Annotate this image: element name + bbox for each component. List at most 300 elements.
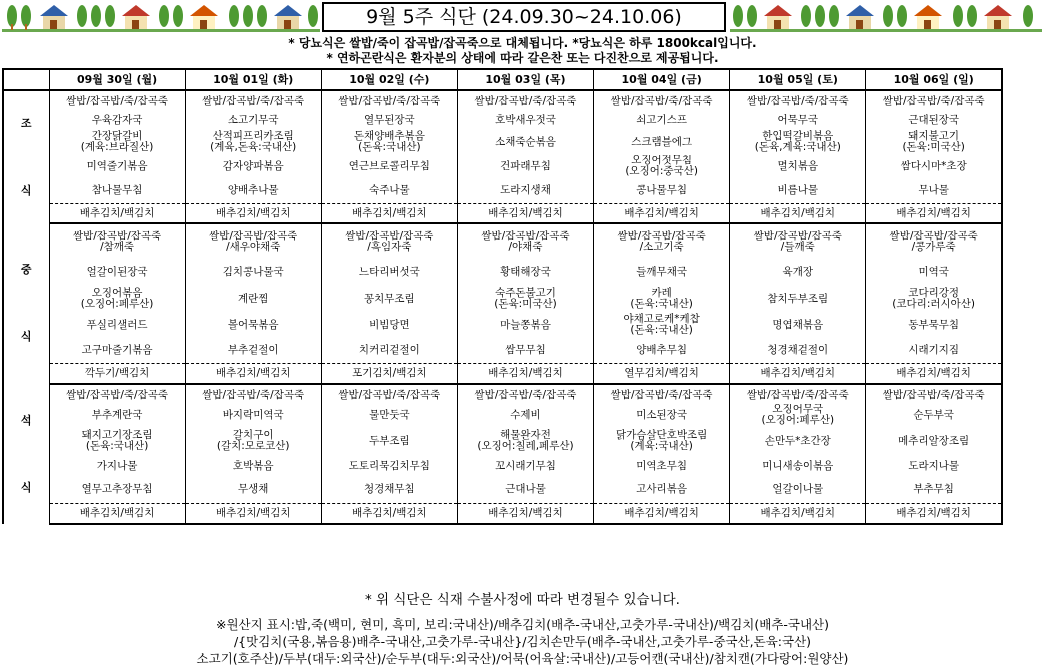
meal-label-top: 조 [20, 116, 32, 130]
menu-item [866, 110, 1002, 129]
menu-item-text: 비빔당면 [369, 319, 410, 331]
menu-item-text: 청경채무침 [363, 483, 415, 496]
menu-item-text: 배추김치/백김치 [215, 367, 291, 380]
day-header: 10월 03일 (목) [457, 69, 593, 90]
menu-item-text: 쇠고기스프 [636, 113, 687, 126]
menu-item [185, 384, 321, 404]
menu-item [185, 476, 321, 503]
origin-line-1: ※원산지 표시:밥,죽(백미, 현미, 흑미, 보리:국내산)/배추김치(배추-국내산,고춧가루-국내산)/백김치(배추-국내산) [215, 617, 830, 632]
menu-item [49, 455, 185, 476]
menu-item-text: 손만두*초간장 [764, 434, 831, 447]
menu-item [457, 259, 593, 284]
menu-item-text: 소채죽순볶음 [495, 136, 556, 148]
menu-item-text: 미역줄기볶음 [86, 160, 148, 172]
lunch-row [3, 284, 1002, 313]
menu-item-text: 참치두부조림 [767, 292, 829, 305]
menu-item [49, 223, 185, 259]
lunch-label [3, 223, 49, 384]
menu-item-text: 계란찜 [237, 292, 269, 305]
menu-item [185, 284, 321, 313]
menu-item-text: 미소된장국 [636, 409, 687, 421]
menu-item [866, 313, 1002, 337]
menu-item-text: 배추김치/백김치 [760, 507, 836, 520]
menu-item [185, 363, 321, 384]
menu-item-text: 쌈다시마*초장 [900, 160, 967, 172]
menu-item [49, 129, 185, 155]
menu-item [457, 313, 593, 337]
menu-item [866, 384, 1002, 404]
menu-item [321, 223, 457, 259]
menu-item-text: 간장닭갈비 (계육:브라질산) [80, 130, 154, 153]
breakfast-row [3, 110, 1002, 129]
menu-item-text: 부추겉절이 [227, 343, 279, 356]
menu-item [594, 337, 730, 363]
menu-item-text: 부추계란국 [91, 409, 143, 421]
lunch-row [3, 313, 1002, 337]
menu-item-text: 해물완자전 (오징어:칠레,페루산) [477, 428, 574, 452]
menu-item-text: 야채고로케*케찹 (돈육:국내산) [623, 313, 700, 336]
menu-item [185, 426, 321, 455]
menu-item [866, 259, 1002, 284]
menu-item-text: 쌀밥/잡곡밥/죽/잡곡죽 [202, 388, 305, 401]
menu-item-text: 오징어무국 (오징어:페루산) [761, 404, 835, 426]
menu-item-text: 돼지고기장조림 (돈육:국내산) [81, 428, 153, 452]
menu-item-text: 배추김치/백김치 [215, 507, 291, 520]
village-trees-houses-icon [2, 2, 320, 32]
menu-item-text: 부추무침 [913, 483, 954, 496]
menu-item-text: 미역국 [918, 265, 949, 278]
menu-item [321, 203, 457, 223]
menu-item-text: 근대된장국 [908, 113, 960, 126]
menu-item-text: 쌀밥/잡곡밥/잡곡죽 /야채죽 [481, 229, 570, 253]
weekly-menu-table [2, 68, 1003, 525]
page-title: 9월 5주 식단 (24.09.30~24.10.06) [322, 2, 726, 32]
menu-item-text: 쌀밥/잡곡밥/죽/잡곡죽 [338, 388, 441, 401]
breakfast-row [3, 203, 1002, 223]
menu-item-text: 쌀밥/잡곡밥/잡곡죽 /들깨죽 [753, 229, 842, 253]
menu-item [730, 129, 866, 155]
menu-item-text: 깍두기/백김치 [84, 367, 150, 380]
lunch-row [3, 223, 1002, 259]
menu-item-text: 고사리볶음 [636, 483, 687, 496]
menu-item [457, 223, 593, 259]
meal-label-bottom: 식 [20, 330, 32, 343]
menu-item [49, 384, 185, 404]
menu-item [49, 363, 185, 384]
menu-item-text: 쌀밥/잡곡밥/잡곡죽 /소고기죽 [617, 229, 706, 253]
menu-item-text: 수제비 [510, 409, 541, 421]
menu-item [594, 476, 730, 503]
menu-item [321, 455, 457, 476]
day-header: 10월 05일 (토) [730, 69, 866, 90]
menu-item-text: 순두부국 [913, 409, 954, 421]
menu-item [730, 384, 866, 404]
menu-item-text: 쌀밥/잡곡밥/죽/잡곡죽 [610, 388, 713, 401]
menu-item-text: 도토리묵김치무침 [348, 459, 430, 472]
menu-item-text: 양배추나물 [227, 183, 279, 196]
menu-item-text: 쌀밥/잡곡밥/죽/잡곡죽 [746, 94, 849, 107]
menu-item-text: 콩나물무침 [636, 183, 687, 196]
menu-item [730, 313, 866, 337]
menu-item-text: 산적피프리카조림 (계육,돈육:국내산) [210, 130, 297, 153]
menu-item [594, 455, 730, 476]
menu-item-text: 얼갈이된장국 [86, 265, 148, 278]
menu-item [594, 259, 730, 284]
menu-item [457, 363, 593, 384]
menu-item [321, 503, 457, 524]
lunch-row [3, 363, 1002, 384]
menu-item [185, 455, 321, 476]
menu-item-text: 치커리겉절이 [358, 343, 420, 356]
menu-item-text: 연근브로콜리무침 [348, 160, 430, 172]
menu-item [457, 155, 593, 177]
village-illustration-left [2, 2, 320, 32]
menu-item [730, 503, 866, 524]
menu-item [866, 404, 1002, 426]
menu-item-text: 김치콩나물국 [222, 265, 284, 278]
menu-item-text: 쌀밥/잡곡밥/잡곡죽 /새우야채죽 [209, 229, 298, 253]
dinner-label [3, 384, 49, 524]
menu-item-text: 호박볶음 [232, 459, 274, 472]
menu-item [730, 223, 866, 259]
menu-item [594, 384, 730, 404]
village-illustration-right [730, 2, 1042, 32]
menu-item-text: 배추김치/백김치 [488, 507, 563, 520]
menu-item-text: 열무김치/백김치 [624, 367, 699, 380]
menu-item [321, 155, 457, 177]
menu-item [730, 90, 866, 110]
menu-item [185, 503, 321, 524]
menu-item [730, 426, 866, 455]
menu-item-text: 비름나물 [777, 183, 819, 196]
menu-item-text: 포기김치/백김치 [352, 367, 427, 380]
menu-item-text: 동부묵무침 [908, 319, 960, 331]
menu-item-text: 무생채 [237, 483, 269, 496]
menu-item [321, 337, 457, 363]
day-header: 10월 04일 (금) [594, 69, 730, 90]
menu-item [594, 129, 730, 155]
menu-item-text: 건파래무침 [500, 160, 551, 172]
menu-item [866, 177, 1002, 203]
dinner-row [3, 503, 1002, 524]
diet-note-dysphagia: * 연하곤란식은 환자분의 상태에 따라 갈은찬 또는 다진찬으로 제공됩니다. [326, 51, 719, 65]
menu-item-text: 카레 (돈육:국내산) [630, 286, 693, 310]
menu-item [730, 337, 866, 363]
menu-item [49, 476, 185, 503]
menu-item-text: 쌀밥/잡곡밥/죽/잡곡죽 [882, 388, 985, 401]
menu-item-text: 쌀밥/잡곡밥/죽/잡곡죽 [66, 94, 169, 107]
menu-item [321, 313, 457, 337]
menu-item-text: 쌀밥/잡곡밥/잡곡죽 /콩가루죽 [889, 229, 978, 253]
menu-item [594, 177, 730, 203]
menu-item-text: 들깨무채국 [636, 265, 687, 278]
menu-item-text: 쌀밥/잡곡밥/죽/잡곡죽 [882, 94, 985, 107]
menu-item [321, 426, 457, 455]
menu-item-text: 꽁치무조림 [363, 292, 415, 305]
menu-item-text: 배추김치/백김치 [896, 367, 971, 380]
lunch-row [3, 259, 1002, 284]
menu-item [457, 284, 593, 313]
menu-item-text: 청경채겉절이 [767, 343, 829, 356]
menu-item [730, 284, 866, 313]
menu-item-text: 두부조림 [369, 434, 410, 447]
menu-item-text: 닭가슴살단호박조림 (계육:국내산) [615, 428, 708, 452]
menu-item [49, 284, 185, 313]
menu-item [49, 177, 185, 203]
menu-item [457, 90, 593, 110]
menu-item-text: 배추김치/백김치 [760, 206, 836, 219]
menu-item-text: 쌀밥/잡곡밥/죽/잡곡죽 [610, 94, 713, 107]
menu-item-text: 양배추무침 [636, 343, 687, 356]
menu-item-text: 우육감자국 [91, 113, 143, 126]
menu-item [866, 455, 1002, 476]
menu-item [594, 110, 730, 129]
menu-item [457, 337, 593, 363]
menu-item [49, 337, 185, 363]
menu-item [185, 259, 321, 284]
menu-item [457, 110, 593, 129]
menu-item-text: 꼬시래기무침 [495, 459, 556, 472]
menu-item [866, 129, 1002, 155]
menu-item-text: 열무고추장무침 [81, 483, 153, 496]
menu-item-text: 얼갈이나물 [772, 483, 824, 496]
meal-label-bottom: 식 [20, 183, 32, 197]
menu-item-text: 도라지생채 [500, 183, 551, 196]
menu-item-text: 쌀밥/잡곡밥/죽/잡곡죽 [66, 388, 169, 401]
menu-item [457, 455, 593, 476]
menu-item [866, 223, 1002, 259]
menu-item-text: 도라지나물 [908, 459, 960, 472]
menu-item-text: 메추리알장조림 [898, 434, 970, 447]
menu-item [49, 503, 185, 524]
menu-item [49, 203, 185, 223]
menu-item [594, 503, 730, 524]
menu-item [185, 129, 321, 155]
menu-item-text: 마늘쫑볶음 [500, 319, 551, 331]
breakfast-label [3, 90, 49, 223]
menu-item [457, 177, 593, 203]
dinner-row [3, 426, 1002, 455]
menu-item-text: 갈치구이 (갈치:모로코산) [216, 428, 290, 452]
menu-item [321, 259, 457, 284]
menu-item [185, 203, 321, 223]
menu-item [457, 426, 593, 455]
menu-item-text: 쌈무무침 [505, 343, 546, 356]
menu-item [730, 110, 866, 129]
menu-item-text: 배추김치/백김치 [624, 206, 699, 219]
origin-line-2: /{맛김치(국용,볶음용)배추-국내산,고춧가루-국내산}/김치손만두(배추-국내산,고춧가루-중국산,돈육:국산) [233, 634, 812, 649]
menu-item [594, 90, 730, 110]
menu-item [457, 503, 593, 524]
menu-item [321, 177, 457, 203]
menu-item-text: 오징어젓무침 (오징어:중국산) [625, 155, 698, 177]
menu-item-text: 열무된장국 [363, 113, 415, 126]
menu-item [49, 313, 185, 337]
breakfast-row [3, 177, 1002, 203]
menu-item-text: 숙주돈불고기 (돈육:미국산) [494, 286, 557, 310]
menu-item-text: 배추김치/백김치 [79, 206, 155, 219]
meal-label-bottom: 식 [20, 480, 32, 494]
day-header: 10월 02일 (수) [321, 69, 457, 90]
menu-item [730, 404, 866, 426]
menu-item [594, 404, 730, 426]
menu-item-text: 코다리강정 (코다리:러시아산) [892, 286, 976, 310]
change-notice: * 위 식단은 식재 수불사정에 따라 변경될수 있습니다. [365, 592, 680, 608]
menu-item-text: 시래기지짐 [908, 343, 960, 356]
menu-item [866, 203, 1002, 223]
menu-item [866, 476, 1002, 503]
menu-item [866, 337, 1002, 363]
menu-item-text: 느타리버섯국 [358, 265, 420, 278]
menu-item [49, 404, 185, 426]
menu-item [866, 155, 1002, 177]
menu-item-text: 바지락미역국 [222, 409, 284, 421]
menu-item [49, 426, 185, 455]
breakfast-row [3, 155, 1002, 177]
menu-item [321, 110, 457, 129]
menu-item [594, 203, 730, 223]
menu-item [185, 223, 321, 259]
dinner-row [3, 384, 1002, 404]
menu-item-text: 배추김치/백김치 [760, 367, 836, 380]
menu-item [321, 404, 457, 426]
menu-item-text: 고구마줄기볶음 [81, 343, 153, 356]
menu-item-text: 감자양파볶음 [222, 160, 284, 172]
menu-item [185, 110, 321, 129]
menu-item [730, 476, 866, 503]
menu-item-text: 근대나물 [505, 483, 546, 496]
menu-item [594, 284, 730, 313]
menu-item [49, 90, 185, 110]
menu-item [730, 177, 866, 203]
menu-item-text: 호박새우젓국 [495, 113, 556, 126]
menu-item-text: 쌀밥/잡곡밥/잡곡죽 /흑임자죽 [345, 229, 434, 253]
menu-item [49, 259, 185, 284]
menu-item-text: 배추김치/백김치 [352, 507, 427, 520]
menu-item-text: 황태해장국 [500, 265, 551, 278]
menu-item-text: 배추김치/백김치 [488, 367, 563, 380]
dinner-row [3, 404, 1002, 426]
menu-item-text: 쌀밥/잡곡밥/죽/잡곡죽 [338, 94, 441, 107]
menu-item [185, 337, 321, 363]
menu-item [185, 313, 321, 337]
dinner-row [3, 455, 1002, 476]
menu-item [185, 90, 321, 110]
menu-item-text: 배추김치/백김치 [79, 507, 155, 520]
menu-item-text: 쌀밥/잡곡밥/죽/잡곡죽 [202, 94, 305, 107]
menu-item-text: 스크램블에그 [631, 136, 693, 148]
breakfast-row [3, 90, 1002, 110]
menu-item-text: 배추김치/백김치 [896, 507, 971, 520]
menu-item [457, 203, 593, 223]
menu-item-text: 쌀밥/잡곡밥/잡곡죽 /참깨죽 [72, 229, 162, 253]
menu-item-text: 가지나물 [96, 459, 138, 472]
menu-item [730, 155, 866, 177]
corner-cell [3, 69, 49, 90]
menu-item-text: 오징어볶음 (오징어:페루산) [80, 286, 154, 310]
menu-item-text: 멸치볶음 [777, 160, 819, 172]
menu-item-text: 쌀밥/잡곡밥/죽/잡곡죽 [746, 388, 849, 401]
menu-item [594, 155, 730, 177]
menu-item [730, 203, 866, 223]
menu-item-text: 육개장 [782, 265, 813, 278]
menu-item [321, 384, 457, 404]
menu-item [185, 404, 321, 426]
breakfast-row [3, 129, 1002, 155]
menu-item-text: 돈채양배추볶음 (돈육:국내산) [353, 130, 425, 153]
menu-item [321, 476, 457, 503]
menu-item-text: 배추김치/백김치 [215, 206, 291, 219]
menu-item [457, 129, 593, 155]
menu-item-text: 배추김치/백김치 [488, 206, 563, 219]
menu-item [866, 90, 1002, 110]
menu-item [457, 476, 593, 503]
menu-item [49, 110, 185, 129]
day-header: 09월 30일 (월) [49, 69, 185, 90]
menu-item-text: 쌀밥/잡곡밥/죽/잡곡죽 [474, 94, 577, 107]
menu-item [594, 223, 730, 259]
menu-item [321, 129, 457, 155]
dinner-row [3, 476, 1002, 503]
menu-item-text: 물만둣국 [369, 409, 410, 421]
menu-item [321, 363, 457, 384]
meal-label-top: 석 [20, 413, 32, 427]
menu-item-text: 소고기무국 [227, 113, 279, 126]
menu-item [730, 259, 866, 284]
menu-item-text: 참나물무침 [91, 183, 143, 196]
origin-line-3: 소고기(호주산)/두부(대두:외국산)/순두부(대두:외국산)/어묵(어육살:국내산)/고등어캔(국내산)/참치캔(가다랑어:원양산) [196, 651, 849, 666]
menu-item [866, 503, 1002, 524]
menu-item-text: 숙주나물 [369, 183, 410, 196]
menu-item-text: 배추김치/백김치 [624, 507, 699, 520]
meal-label-top: 중 [20, 263, 32, 276]
diet-note-diabetes: * 당뇨식은 쌀밥/죽이 잡곡밥/잡곡죽으로 대체됩니다. *당뇨식은 하루 1800kcal입니다. [288, 36, 757, 50]
menu-item [457, 384, 593, 404]
menu-item [321, 90, 457, 110]
menu-item [866, 363, 1002, 384]
menu-item [594, 313, 730, 337]
menu-item [866, 284, 1002, 313]
lunch-row [3, 337, 1002, 363]
menu-item-text: 배추김치/백김치 [896, 206, 971, 219]
menu-item-text: 어묵무국 [777, 113, 819, 126]
menu-item [321, 284, 457, 313]
menu-item-text: 한입떡갈비볶음 (돈육,계육:국내산) [754, 130, 841, 153]
day-header: 10월 01일 (화) [185, 69, 321, 90]
day-header: 10월 06일 (일) [866, 69, 1002, 90]
menu-item-text: 미역초무침 [636, 459, 687, 472]
day-header-row [3, 69, 1002, 90]
menu-item-text: 무나물 [918, 183, 949, 196]
menu-item [866, 426, 1002, 455]
menu-item-text: 명엽채볶음 [772, 319, 824, 331]
menu-item [594, 426, 730, 455]
menu-item-text: 미니새송이볶음 [762, 459, 834, 472]
village-trees-houses-icon [730, 2, 1042, 32]
menu-item [49, 155, 185, 177]
menu-item [185, 155, 321, 177]
menu-item [730, 363, 866, 384]
menu-item-text: 돼지불고기 (돈육:미국산) [902, 130, 965, 153]
menu-item-text: 볼어묵볶음 [227, 319, 279, 331]
menu-item [185, 177, 321, 203]
menu-item-text: 쌀밥/잡곡밥/죽/잡곡죽 [474, 388, 577, 401]
menu-item [457, 404, 593, 426]
menu-item [594, 363, 730, 384]
menu-item-text: 배추김치/백김치 [352, 206, 427, 219]
menu-item [730, 455, 866, 476]
menu-item-text: 푸실리샐러드 [86, 319, 148, 331]
